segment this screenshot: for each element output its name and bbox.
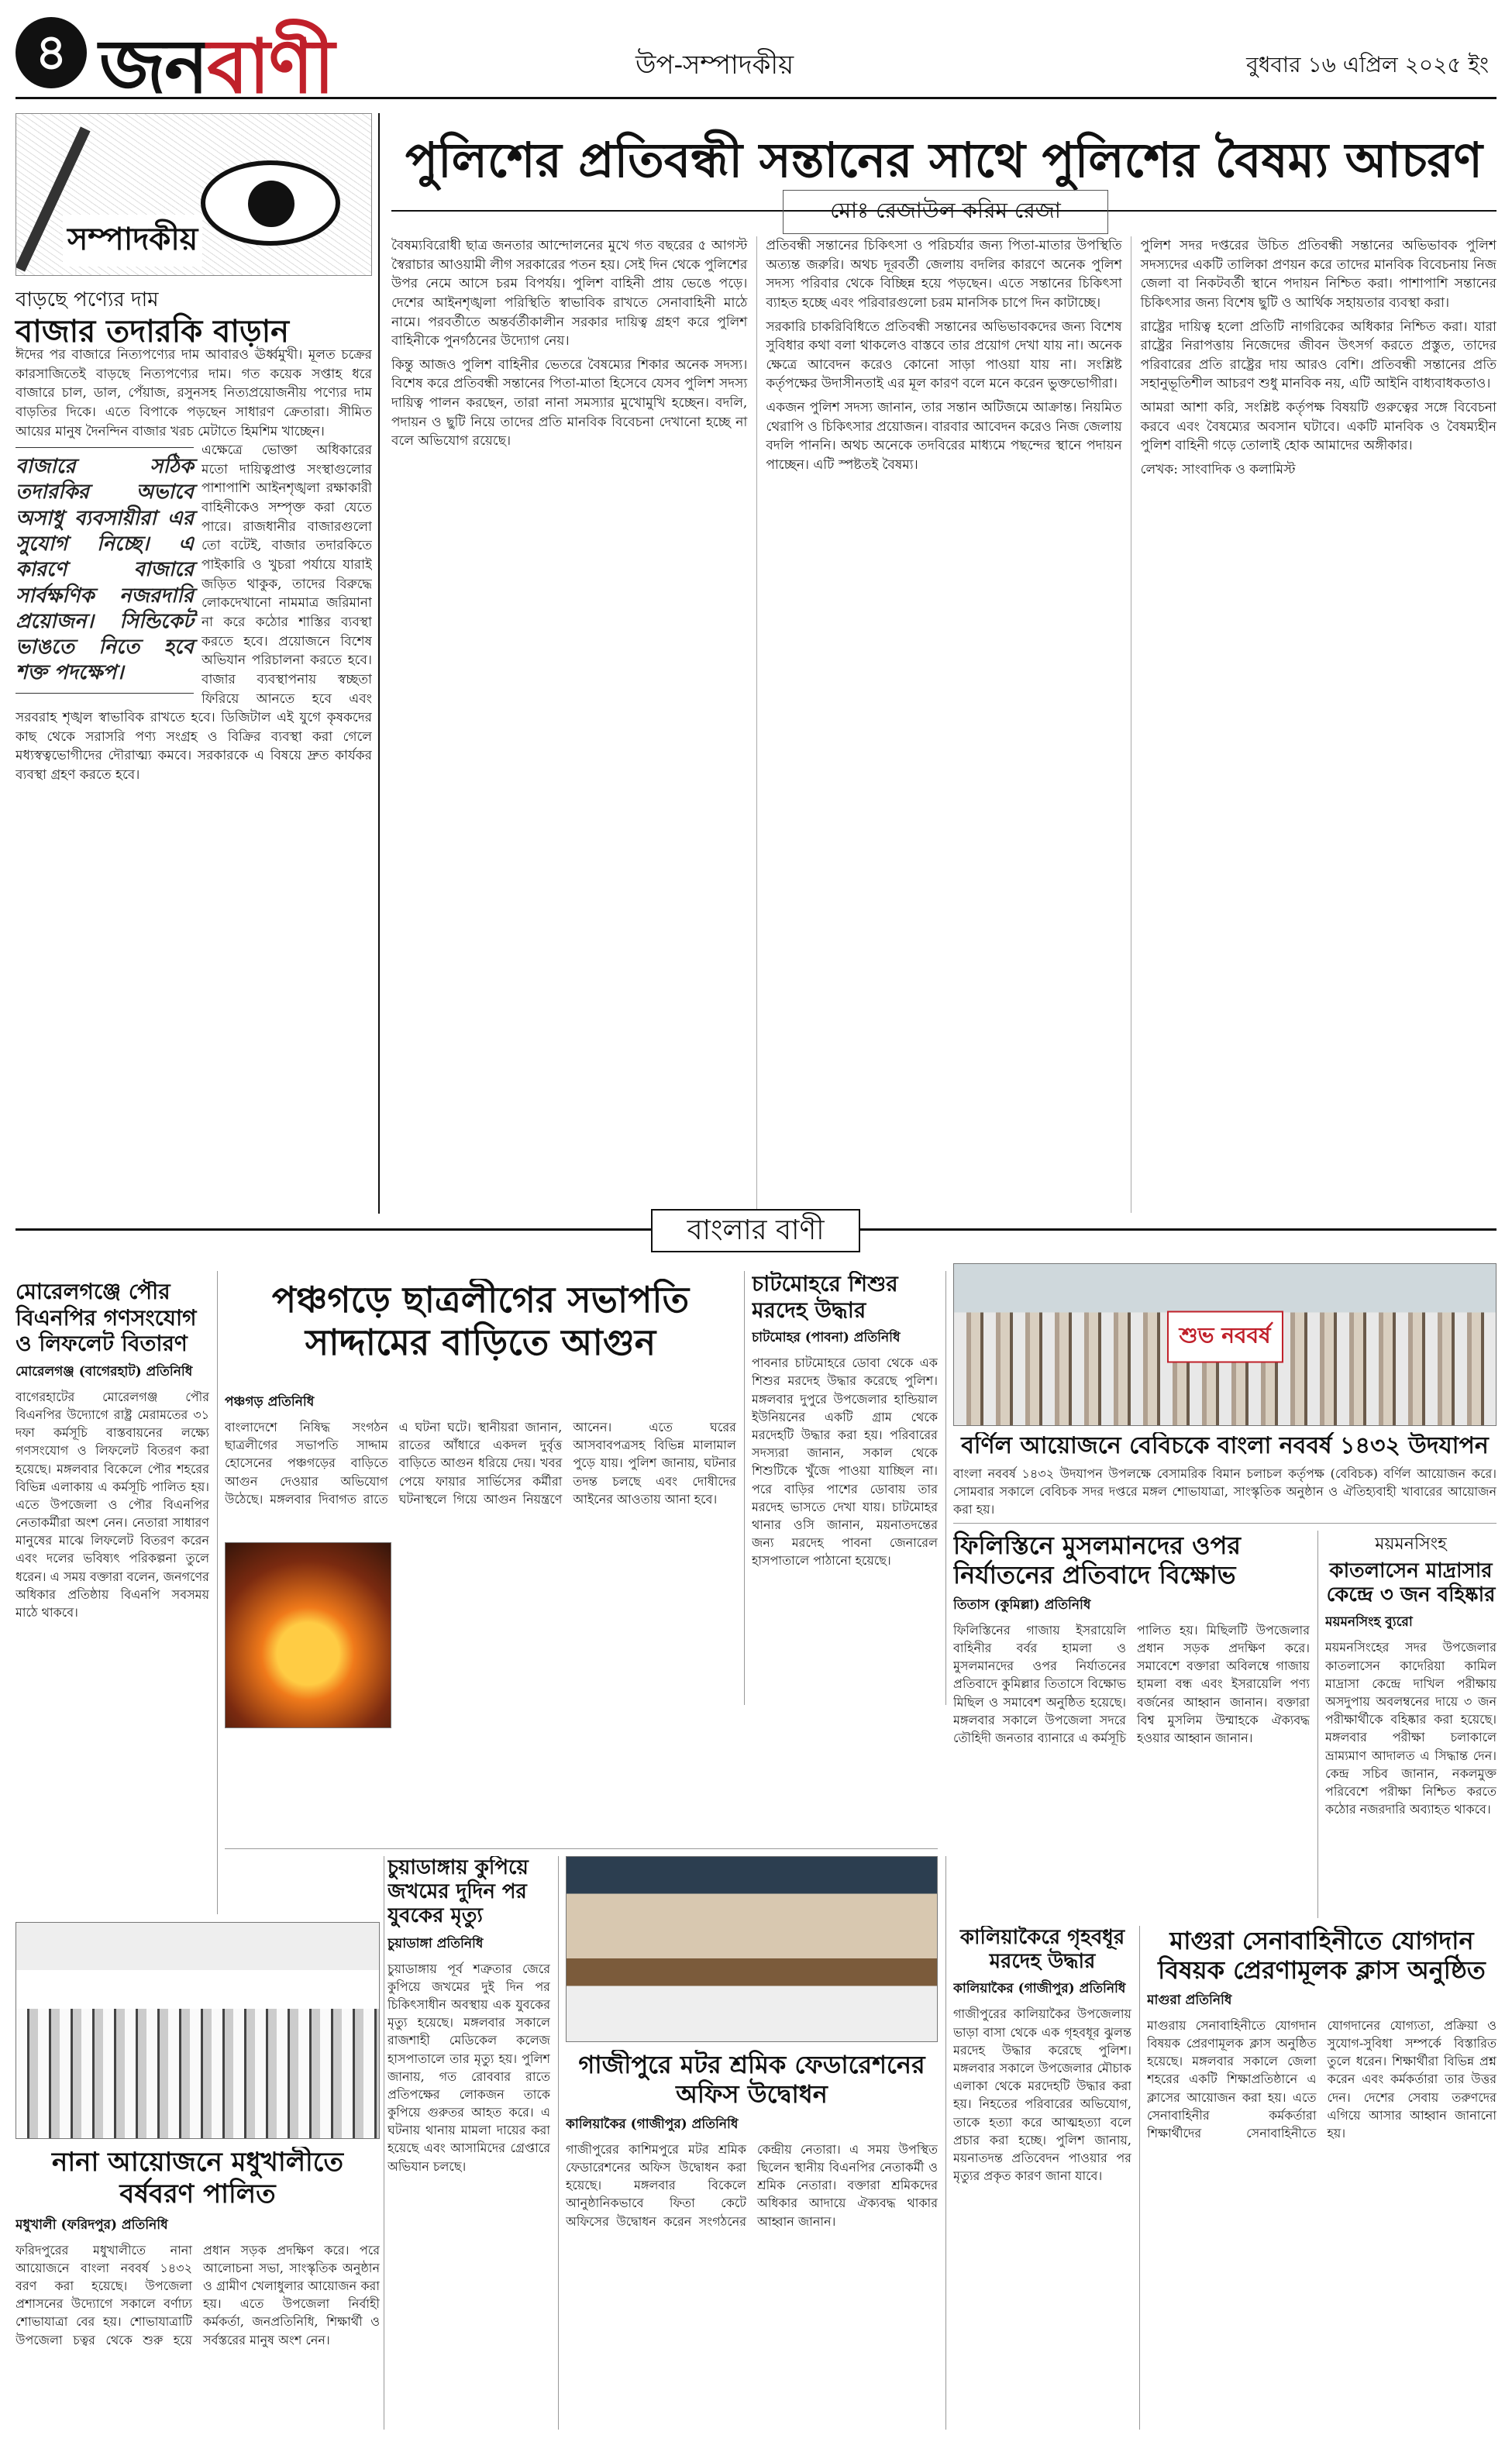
story-magura [1147, 1926, 1497, 2430]
editorial-body [15, 346, 372, 1214]
story-morelganj [15, 1279, 209, 1914]
story-text: গাজীপুরের কালিয়াকৈর উপজেলায় ভাড়া বাসা থেকে এক গৃহবধূর ঝুলন্ত মরদেহ উদ্ধার করেছে পুলিশ। মঙ্গলবার সকালে উপজেলার মৌচাক এলাকা থেকে মরদেহটি উদ্ধার করা হয়। নিহতের পরিবারের অভিযোগ, তাকে হত্যা করে আত্মহত্যা বলে প্রচার করা হচ্ছে। পুলিশ জানায়, ময়নাতদন্ত প্রতিবেদন পাওয়ার পর মৃত্যুর প্রকৃত কারণ জানা যাবে। [953, 2006, 1131, 2184]
fire-photo[interactable] [225, 1542, 391, 1728]
story-text: বাংলাদেশে নিষিদ্ধ সংগঠন ছাত্রলীগের সভাপতি সাদ্দাম হোসেনের পঞ্চগড়ের বাড়িতে আগুন দেওয়ার অভিযোগ উঠেছে। মঙ্গলবার দিবাগত রাতে এ ঘটনা ঘটে। স্থানীয়রা জানান, রাতের আঁধারে একদল দুর্বৃত্ত বাড়িতে আগুন ধরিয়ে দেয়। খবর পেয়ে ফায়ার সার্ভিসের কর্মীরা ঘটনাস্থলে গিয়ে আগুন নিয়ন্ত্রণে আনেন। এতে ঘরের আসবাবপত্রসহ বিভিন্ন মালামাল পুড়ে যায়। পুলিশ জানায়, ঘটনার তদন্ত চলছে এবং দোষীদের আইনের আওতায় আনা হবে। [225, 1420, 736, 1507]
lead-paragraph: রাষ্ট্রের দায়িত্ব হলো প্রতিটি নাগরিকের অধিকার নিশ্চিত করা। যারা রাষ্ট্রের নিরাপত্তায় নিজেদের জীবন উৎসর্গ করতে প্রস্তুত, তাদের পরিবারের প্রতি রাষ্ট্রের দায় আরও বেশি। প্রতিবন্ধী সন্তানের প্রতি সহানুভূতিশীল আচরণ শুধু মানবিক নয়, এটি আইনি বাধ্যবাধকতাও। [1140, 319, 1497, 392]
story-byline: চুয়াডাঙ্গা প্রতিনিধি [387, 1935, 484, 1951]
column-rule [744, 1271, 745, 1705]
lead-author: মোঃ রেজাউল করিম রেজা [783, 190, 1108, 234]
story-text: বাগেরহাটের মোরেলগঞ্জ পৌর বিএনপির উদ্যোগে রাষ্ট্র মেরামতের ৩১ দফা কর্মসূচি বাস্তবায়নের লক্ষ্যে গণসংযোগ ও লিফলেট বিতরণ করা হয়েছে। মঙ্গলবার বিকেলে পৌর শহরের বিভিন্ন এলাকায় এ কর্মসূচি পালিত হয়। এতে উপজেলা ও পৌর বিএনপির নেতাকর্মীরা অংশ নেন। নেতারা সাধারণ মানুষের মাঝে লিফলেট বিতরণ করেন এবং দলের ভবিষ্যৎ পরিকল্পনা তুলে ধরেন। এ সময় বক্তারা বলেন, জনগণের অধিকার প্রতিষ্ঠায় বিএনপি সবসময় মাঠে থাকবে। [15, 1389, 209, 1621]
story-byline: ময়মনসিংহ ব্যুরো [1325, 1614, 1413, 1631]
story-headline[interactable]: বর্ণিল আয়োজনে বেবিচকে বাংলা নববর্ষ ১৪৩২ উদযাপন [961, 1432, 1489, 1459]
story-headline[interactable]: চাটমোহরে শিশুর মরদেহ উদ্ধার [752, 1271, 898, 1323]
editorial-pull-quote: বাজারে সঠিক তদারকির অভাবে অসাধু ব্যবসায়ীরা এর সুযোগ নিচ্ছে। এ কারণে বাজারে সার্বক্ষণিক নজরদারি প্রয়োজন। সিন্ডিকেট ভাঙতে নিতে হবে শক্ত পদক্ষেপ। [15, 447, 194, 693]
story-headline[interactable]: নানা আয়োজনে মধুখালীতে বর্ষবরণ পালিত [52, 2147, 343, 2210]
logo-part-2: বাণী [207, 22, 333, 110]
story-text: পাবনার চাটমোহরে ডোবা থেকে এক শিশুর মরদেহ উদ্ধার করেছে পুলিশ। মঙ্গলবার দুপুরে উপজেলার হান্ডিয়াল ইউনিয়নের একটি গ্রাম থেকে মরদেহটি উদ্ধার করা হয়। পরিবারের সদস্যরা জানান, সকাল থেকে শিশুটিকে খুঁজে পাওয়া যাচ্ছিল না। পরে বাড়ির পাশের ডোবায় তার মরদেহ ভাসতে দেখা যায়। চাটমোহর থানার ওসি জানান, ময়নাতদন্তের জন্য মরদেহ পাবনা জেনারেল হাসপাতালে পাঠানো হয়েছে। [752, 1355, 938, 1569]
lead-paragraph: আমরা আশা করি, সংশ্লিষ্ট কর্তৃপক্ষ বিষয়টি গুরুত্বের সঙ্গে বিবেচনা করবে এবং বৈষম্যের অবসান ঘটাবে। একটি মানবিক ও বৈষম্যহীন পুলিশ বাহিনী গড়ে তোলাই হোক আমাদের অঙ্গীকার। [1140, 400, 1497, 454]
section-banner-label: বাংলার বাণী [651, 1209, 860, 1252]
editorial-paragraph: ঈদের পর বাজারে নিত্যপণ্যের দাম আবারও ঊর্ধ্বমুখী। মূলত চক্রের কারসাজিতেই বাড়ছে নিত্যপণ্যের দাম। গত কয়েক সপ্তাহ ধরে বাজারে চাল, ডাল, পেঁয়াজ, রসুনসহ নিত্যপ্রয়োজনীয় পণ্যের দাম বাড়তির দিকে। এতে বিপাকে পড়ছেন সাধারণ ক্রেতারা। সীমিত আয়ের মানুষ দৈনন্দিন বাজার খরচ মেটাতে হিমশিম খাচ্ছেন। [15, 347, 372, 439]
story-text: বাংলা নববর্ষ ১৪৩২ উদযাপন উপলক্ষে বেসামরিক বিমান চলাচল কর্তৃপক্ষ (বেবিচক) বর্ণিল আয়োজন করে। সোমবার সকালে বেবিচক সদর দপ্তরে মঙ্গল শোভাযাত্রা, সাংস্কৃতিক অনুষ্ঠান ও ঐতিহ্যবাহী খাবারের আয়োজন করা হয়। [953, 1466, 1497, 1517]
story-headline[interactable]: মাগুরা সেনাবাহিনীতে যোগদান বিষয়ক প্রেরণামূলক ক্লাস অনুষ্ঠিত [1158, 1926, 1486, 1986]
lead-paragraph: একজন পুলিশ সদস্য জানান, তার সন্তান অটিজমে আক্রান্ত। নিয়মিত থেরাপি ও চিকিৎসার প্রয়োজন। বারবার আবেদন করেও নিজ জেলায় বদলি পাননি। অথচ অনেকে তদবিরের মাধ্যমে পছন্দের স্থানে পদায়ন পাচ্ছেন। এটি স্পষ্টতই বৈষম্য। [766, 400, 1122, 474]
story-text: ময়মনসিংহের সদর উপজেলার কাতলাসেন কাদেরিয়া কামিল মাদ্রাসা কেন্দ্রে দাখিল পরীক্ষায় অসদুপায় অবলম্বনের দায়ে ৩ জন পরীক্ষার্থীকে বহিষ্কার করা হয়েছে। মঙ্গলবার পরীক্ষা চলাকালে ভ্রাম্যমাণ আদালত এ সিদ্ধান্ত দেন। কেন্দ্র সচিব জানান, নকলমুক্ত পরিবেশে পরীক্ষা নিশ্চিত করতে কঠোর নজরদারি অব্যাহত থাকবে। [1325, 1640, 1497, 1817]
story-text: ফরিদপুরের মধুখালীতে নানা আয়োজনে বাংলা নববর্ষ ১৪৩২ বরণ করা হয়েছে। উপজেলা প্রশাসনের উদ্যোগে সকালে বর্ণাঢ্য শোভাযাত্রা বের হয়। শোভাযাত্রাটি উপজেলা চত্বর থেকে শুরু হয়ে প্রধান সড়ক প্রদক্ষিণ করে। পরে আলোচনা সভা, সাংস্কৃতিক অনুষ্ঠান ও গ্রামীণ খেলাধুলার আয়োজন করা হয়। এতে উপজেলা নির্বাহী কর্মকর্তা, জনপ্রতিনিধি, শিক্ষার্থী ও সর্বস্তরের মানুষ অংশ নেন। [15, 2242, 380, 2347]
lead-paragraph: বৈষম্যবিরোধী ছাত্র জনতার আন্দোলনের মুখে গত বছরের ৫ আগস্ট স্বৈরাচার আওয়ামী লীগ সরকারের পতন হয়। সেই দিন থেকে পুলিশের উপর নেমে আসে চরম বিপর্যয়। পুলিশ বাহিনী প্রায় ভেঙে পড়ে। দেশের আইনশৃঙ্খলা পরিস্থিতি স্বাভাবিক রাখতে সেনাবাহিনী মাঠে নামে। পরবর্তীতে অন্তর্বর্তীকালীন সরকার দায়িত্ব গ্রহণ করে পুলিশ বাহিনীকে পুনর্গঠনের উদ্যোগ নেয়। [391, 238, 748, 350]
masthead [15, 14, 1497, 110]
editorial-kicker: বাড়ছে পণ্যের দাম [15, 288, 159, 312]
lead-headline[interactable]: পুলিশের প্রতিবন্ধী সন্তানের সাথে পুলিশের বৈষম্য আচরণ [391, 124, 1497, 212]
story-text: ফিলিস্তিনের গাজায় ইসরায়েলি বাহিনীর বর্বর হামলা ও মুসলমানদের ওপর নির্যাতনের প্রতিবাদে কুমিল্লার তিতাসে বিক্ষোভ মিছিল ও সমাবেশ অনুষ্ঠিত হয়েছে। মঙ্গলবার সকালে উপজেলা সদরে তৌহিদী জনতার ব্যানারে এ কর্মসূচি পালিত হয়। মিছিলটি উপজেলার প্রধান সড়ক প্রদক্ষিণ করে। সমাবেশে বক্তারা অবিলম্বে গাজায় হামলা বন্ধ এবং ইসরায়েলি পণ্য বর্জনের আহ্বান জানান। বক্তারা বিশ্ব মুসলিম উম্মাহকে ঐক্যবদ্ধ হওয়ার আহ্বান জানান। [953, 1622, 1310, 1745]
dateline: বুধবার ১৬ এপ্রিল ২০২৫ ইং [1246, 52, 1489, 77]
story-byline: কালিয়াকৈর (গাজীপুর) প্রতিনিধি [566, 2116, 739, 2132]
office-inauguration-photo[interactable] [566, 1856, 938, 2042]
lead-paragraph: সরকারি চাকরিবিধিতে প্রতিবন্ধী সন্তানের অভিভাবকদের জন্য বিশেষ সুবিধার কথা বলা থাকলেও বাস্তবে তার প্রয়োগ দেখা যায় না। অনেক ক্ষেত্রে আবেদন করেও কোনো সাড়া পাওয়া যায় না। সংশ্লিষ্ট কর্তৃপক্ষের উদাসীনতাই এর মূল কারণ বলে মনে করেন ভুক্তভোগীরা। [766, 319, 1122, 392]
editorial-paragraph: এক্ষেত্রে ভোক্তা অধিকারের মতো দায়িত্বপ্রাপ্ত সংস্থাগুলোর পাশাপাশি আইনশৃঙ্খলা রক্ষাকারী বাহিনীকেও সম্পৃক্ত করা যেতে পারে। রাজধানীর বাজারগুলো তো বটেই, বাজার তদারকিতে পাইকারি ও খুচরা পর্যায়ে যারাই জড়িত থাকুক, তাদের বিরুদ্ধে লোকদেখানো নামমাত্র জরিমানা না করে কঠোর শাস্তির ব্যবস্থা করতে হবে। প্রয়োজনে বিশেষ অভিযান পরিচালনা করতে হবে। বাজার ব্যবস্থাপনায় স্বচ্ছতা ফিরিয়ে আনতে হবে এবং সরবরাহ শৃঙ্খল স্বাভাবিক রাখতে হবে। ডিজিটাল এই যুগে কৃষকদের কাছ থেকে সরাসরি পণ্য সংগ্রহ ও বিক্রির ব্যবস্থা করা গেলে মধ্যস্বত্বভোগীদের দৌরাত্ম্য কমবে। সরকারকে এ বিষয়ে দ্রুত কার্যকর ব্যবস্থা গ্রহণ করতে হবে। [15, 443, 372, 784]
column-rule [558, 1856, 559, 2430]
page-number: ৪ [15, 17, 87, 88]
column-rule [217, 1271, 218, 1914]
story-mymensingh [1325, 1531, 1497, 1918]
story-headline[interactable]: ফিলিস্তিনে মুসলমানদের ওপর নির্যাতনের প্রতিবাদে বিক্ষোভ [953, 1531, 1241, 1590]
photo-banner-text: শুভ নববর্ষ [1166, 1311, 1283, 1362]
story-headline[interactable]: চুয়াডাঙ্গায় কুপিয়ে জখমের দুদিন পর যুবকের মৃত্যু [387, 1856, 529, 1928]
new-year-celebration-photo[interactable] [953, 1263, 1497, 1426]
column-rule [1139, 1926, 1140, 2430]
story-kicker: ময়মনসিংহ [1375, 1534, 1447, 1554]
column-rule [1317, 1531, 1318, 1918]
story-headline[interactable]: পঞ্চগড়ে ছাত্রলীগের সভাপতি সাদ্দামের বাড়িতে আগুন [271, 1279, 690, 1364]
story-text: চুয়াডাঙ্গায় পূর্ব শত্রুতার জেরে কুপিয়ে জখমের দুই দিন পর চিকিৎসাধীন অবস্থায় এক যুবকের মৃত্যু হয়েছে। মঙ্গলবার সকালে রাজশাহী মেডিকেল কলেজ হাসপাতালে তার মৃত্যু হয়। পুলিশ জানায়, গত রোববার রাতে প্রতিপক্ষের লোকজন তাকে কুপিয়ে গুরুতর আহত করে। এ ঘটনায় থানায় মামলা দায়ের করা হয়েছে এবং আসামিদের গ্রেপ্তারে অভিযান চলছে। [387, 1961, 550, 2174]
column-rule [945, 1856, 946, 2430]
story-byline: মোরেলগঞ্জ (বাগেরহাট) প্রতিনিধি [15, 1363, 193, 1379]
lead-paragraph: কিন্তু আজও পুলিশ বাহিনীর ভেতরে বৈষম্যের শিকার অনেক সদস্য। বিশেষ করে প্রতিবন্ধী সন্তানের পিতা-মাতা হিসেবে যেসব পুলিশ সদস্য দায়িত্ব পালন করছেন, তারা নানা সমস্যার মুখোমুখি হচ্ছেন। বদলি, পদায়ন ও ছুটি নিয়ে তাদের প্রতি মানবিক বিবেচনা দেখানো হচ্ছে না বলে অভিযোগ রয়েছে। [391, 356, 748, 449]
story-text: মাগুরায় সেনাবাহিনীতে যোগদান বিষয়ক প্রেরণামূলক ক্লাস অনুষ্ঠিত হয়েছে। মঙ্গলবার সকালে জেলা শহরের একটি শিক্ষাপ্রতিষ্ঠানে এ ক্লাসের আয়োজন করা হয়। এতে সেনাবাহিনীর কর্মকর্তারা শিক্ষার্থীদের সেনাবাহিনীতে যোগদানের যোগ্যতা, প্রক্রিয়া ও সুযোগ-সুবিধা সম্পর্কে বিস্তারিত তুলে ধরেন। শিক্ষার্থীরা বিভিন্ন প্রশ্ন করেন এবং কর্মকর্তারা তার উত্তর দেন। দেশের সেবায় তরুণদের এগিয়ে আসার আহ্বান জানানো হয়। [1147, 2017, 1497, 2141]
story-panchagarh-headline [225, 1279, 736, 1379]
story-byline: মধুখালী (ফরিদপুর) প্রতিনিধি [15, 2216, 168, 2233]
story-headline[interactable]: গাজীপুরে মটর শ্রমিক ফেডারেশনের অফিস উদ্বোধন [578, 2050, 925, 2110]
story-madhukhali [15, 2147, 380, 2433]
story-headline[interactable]: কাতলাসেন মাদ্রাসার কেন্দ্রে ৩ জন বহিষ্কার [1326, 1559, 1496, 1607]
story-text: গাজীপুরের কাশিমপুরে মটর শ্রমিক ফেডারেশনের অফিস উদ্বোধন করা হয়েছে। মঙ্গলবার বিকেলে আনুষ্ঠানিকভাবে ফিতা কেটে অফিসের উদ্বোধন করেন সংগঠনের কেন্দ্রীয় নেতারা। এ সময় উপস্থিত ছিলেন স্থানীয় বিএনপির নেতাকর্মী ও শ্রমিক নেতারা। বক্তারা শ্রমিকদের অধিকার আদায়ে ঐক্যবদ্ধ থাকার আহ্বান জানান। [566, 2141, 938, 2229]
editorial-column [15, 113, 380, 1214]
story-gazipur [566, 2050, 938, 2430]
story-headline[interactable]: কালিয়াকৈরে গৃহবধূর মরদেহ উদ্ধার [959, 1926, 1125, 1974]
story-kaliakair [953, 1926, 1131, 2430]
column-rule [945, 1271, 946, 1705]
row-rule [225, 1848, 938, 1849]
lead-footer: লেখক: সাংবাদিক ও কলামিস্ট [1140, 462, 1296, 478]
story-bebichok [953, 1432, 1497, 1517]
story-byline: মাগুরা প্রতিনিধি [1147, 1992, 1232, 2008]
lead-paragraph: পুলিশ সদর দপ্তরের উচিত প্রতিবন্ধী সন্তানের অভিভাবক পুলিশ সদস্যদের একটি তালিকা প্রণয়ন করে তাদের মানবিক বিবেচনায় নিজ জেলা বা নিকটবর্তী স্থানে পদায়ন নিশ্চিত করা। পাশাপাশি সন্তানের চিকিৎসার জন্য বিশেষ ছুটি ও আর্থিক সহায়তার ব্যবস্থা করা। [1140, 238, 1497, 311]
lead-paragraph: প্রতিবন্ধী সন্তানের চিকিৎসা ও পরিচর্যার জন্য পিতা-মাতার উপস্থিতি অত্যন্ত জরুরি। অথচ দূরবর্তী জেলায় বদলির কারণে অনেক পুলিশ সদস্য পরিবার থেকে বিচ্ছিন্ন হয়ে পড়ছেন। এতে সন্তানের চিকিৎসা ব্যাহত হচ্ছে এবং পরিবারগুলো চরম মানসিক চাপে দিন কাটাচ্ছে। [766, 238, 1122, 311]
lead-body [391, 236, 1497, 1213]
logo-part-1: জন [99, 22, 208, 110]
story-headline[interactable]: মোরেলগঞ্জে পৌর বিএনপির গণসংযোগ ও লিফলেট বিতারণ [15, 1279, 197, 1357]
story-byline: চাটমোহর (পাবনা) প্রতিনিধি [752, 1330, 901, 1346]
editorial-art-label: সম্পাদকীয় [63, 215, 202, 267]
section-label: উপ-সম্পাদকীয় [635, 50, 794, 81]
story-byline: কালিয়াকৈর (গাজীপুর) প্রতিনিধি [953, 1981, 1126, 1997]
story-chatmohar [752, 1271, 938, 1705]
story-titas [953, 1531, 1310, 1918]
eye-icon [201, 160, 340, 246]
story-chuadanga [387, 1856, 550, 2430]
row-rule [953, 1523, 1497, 1524]
editorial-title[interactable]: বাজার তদারকি বাড়ান [15, 313, 290, 350]
editorial-illustration [15, 113, 372, 276]
story-byline: পঞ্চগড় প্রতিনিধি [225, 1394, 315, 1410]
story-byline: তিতাস (কুমিল্লা) প্রতিনিধি [953, 1596, 1091, 1613]
rally-photo[interactable] [15, 1922, 380, 2139]
